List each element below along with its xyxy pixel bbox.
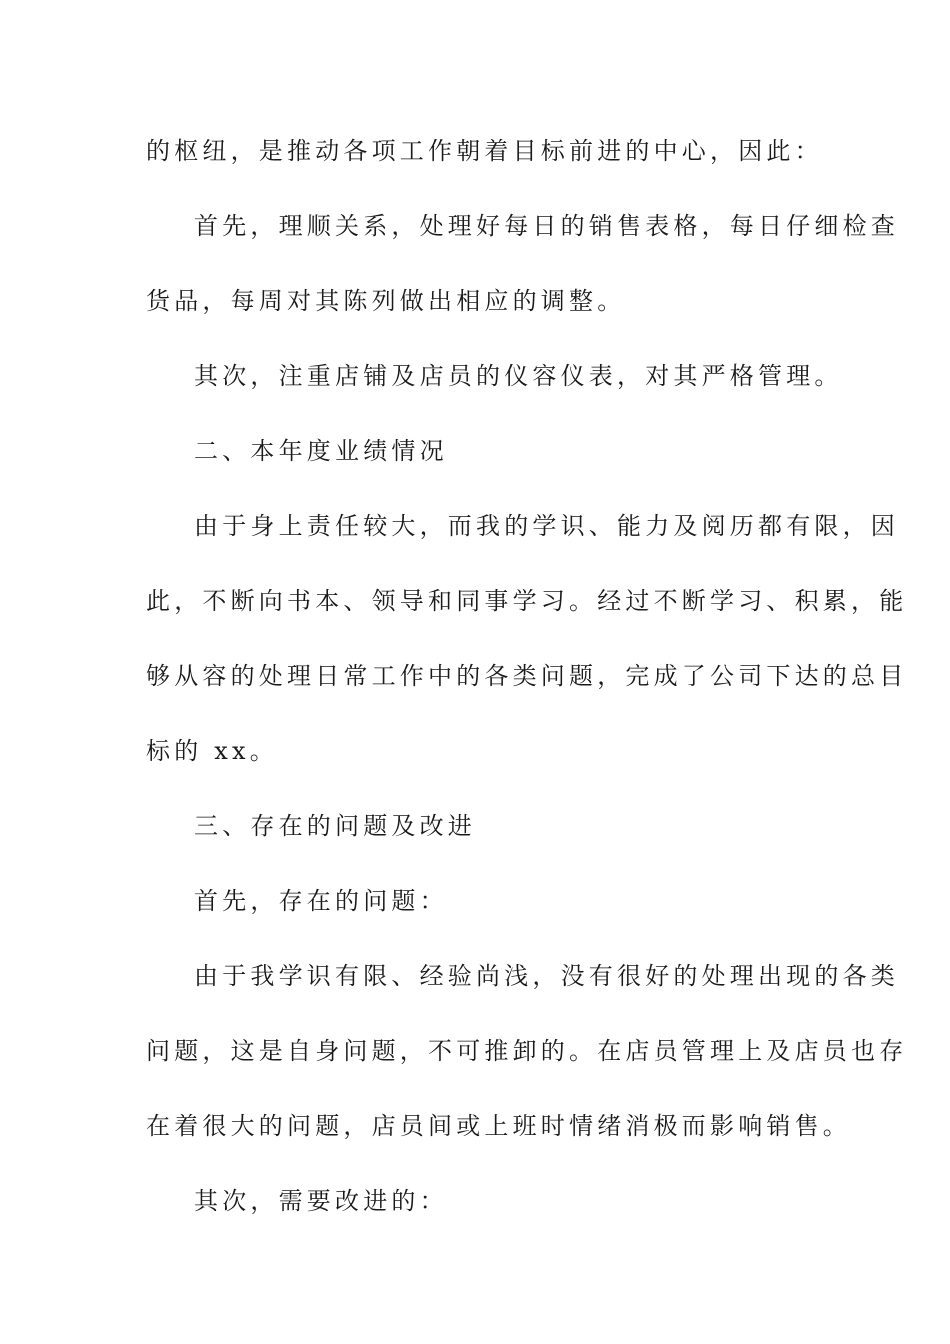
text-line-13: 问题，这是自身问题，不可推卸的。在店员管理上及店员也存 (146, 1037, 908, 1065)
text-line-9: 标的 xx。 (146, 737, 278, 765)
text-line-11: 首先，存在的问题： (194, 887, 448, 915)
text-line-6: 由于身上责任较大，而我的学识、能力及阅历都有限，因 (194, 512, 899, 540)
text-line-4: 其次，注重店铺及店员的仪容仪表，对其严格管理。 (194, 362, 843, 390)
text-line-2: 首先，理顺关系，处理好每日的销售表格，每日仔细检查 (194, 212, 899, 240)
text-line-14: 在着很大的问题，店员间或上班时情绪消极而影响销售。 (146, 1112, 851, 1140)
text-line-1: 的枢纽，是推动各项工作朝着目标前进的中心，因此： (146, 137, 823, 165)
text-line-12: 由于我学识有限、经验尚浅，没有很好的处理出现的各类 (194, 962, 899, 990)
text-line-15: 其次，需要改进的： (194, 1187, 448, 1215)
section-heading-2: 二、本年度业绩情况 (194, 437, 448, 465)
section-heading-3: 三、存在的问题及改进 (194, 812, 476, 840)
text-line-8: 够从容的处理日常工作中的各类问题，完成了公司下达的总目 (146, 662, 908, 690)
text-line-7: 此，不断向书本、领导和同事学习。经过不断学习、积累，能 (146, 587, 908, 615)
text-line-3: 货品，每周对其陈列做出相应的调整。 (146, 287, 626, 315)
